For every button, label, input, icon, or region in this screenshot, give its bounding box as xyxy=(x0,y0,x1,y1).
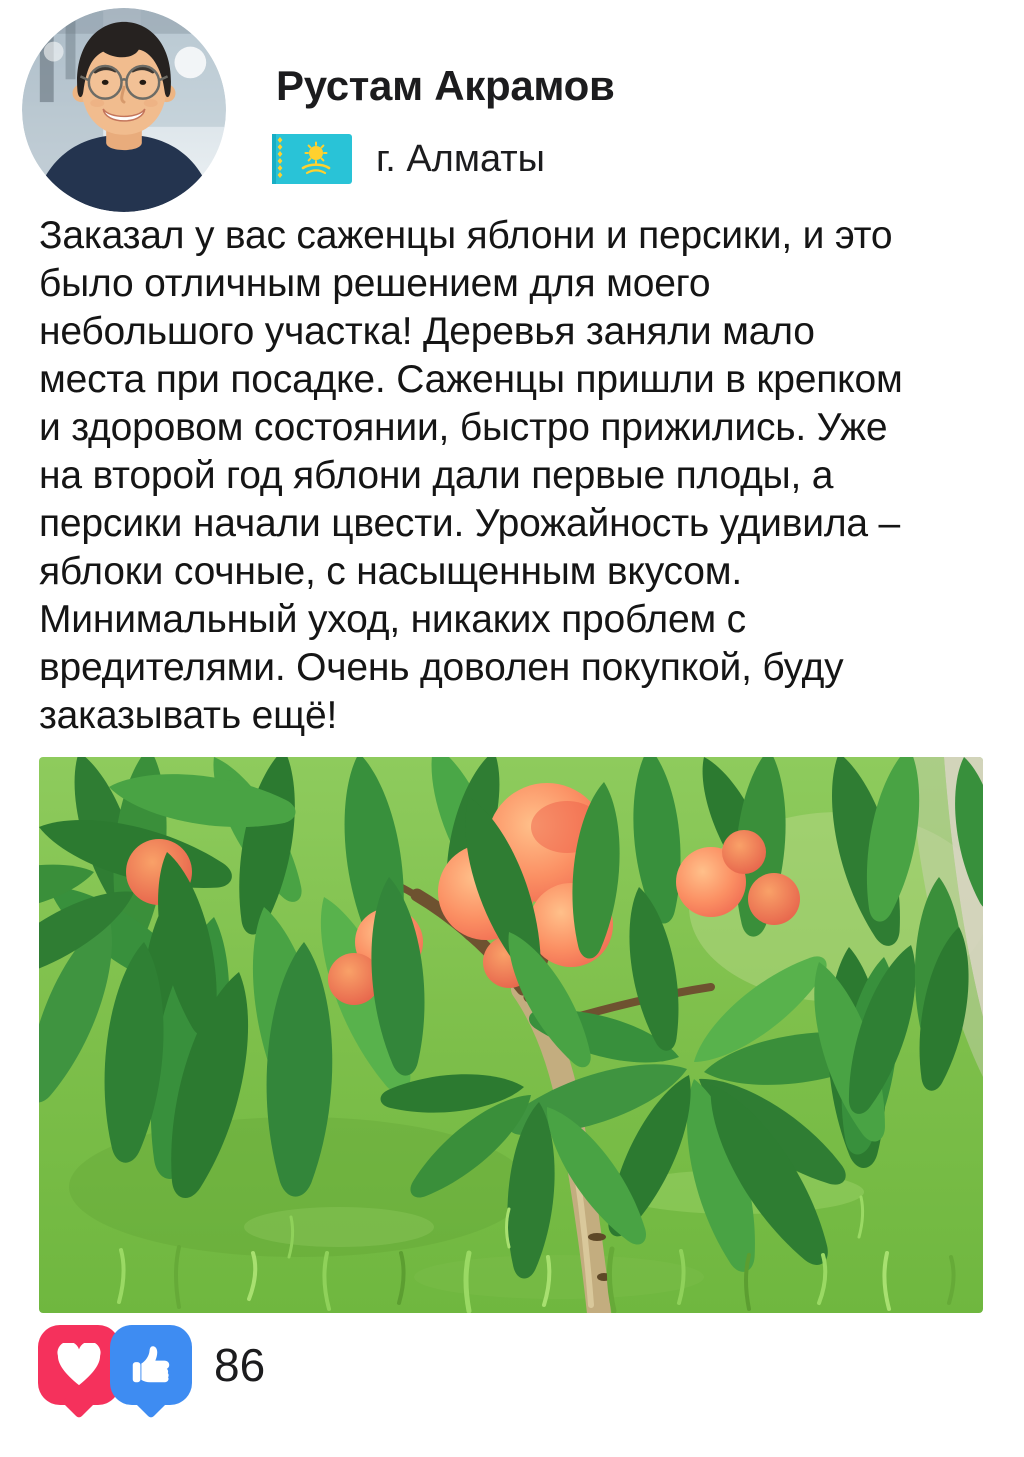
review-text-line: Заказал у вас саженцы яблони и персики, и это xyxy=(39,214,893,257)
thumbs-up-icon xyxy=(126,1341,176,1389)
review-text-line: небольшого участка! Деревья заняли мало xyxy=(39,310,815,353)
review-text-line: было отличным решением для моего xyxy=(39,262,711,305)
reviewer-location: г. Алматы xyxy=(376,137,545,180)
flag-sun xyxy=(306,143,327,164)
review-photo-peach-tree[interactable] xyxy=(39,757,983,1313)
review-text xyxy=(39,212,989,740)
reaction-count: 86 xyxy=(214,1339,266,1391)
review-text-line: и здоровом состоянии, быстро прижились. Уже xyxy=(39,406,888,449)
review-text-line: заказывать ещё! xyxy=(39,694,338,737)
avatar-portrait xyxy=(22,8,226,212)
like-reaction-badge[interactable] xyxy=(110,1325,192,1405)
review-text-line: Минимальный уход, никаких проблем с xyxy=(39,598,746,641)
heart-icon xyxy=(56,1343,102,1387)
avatar xyxy=(22,8,226,212)
kazakhstan-flag-icon xyxy=(272,134,352,184)
review-text-line: вредителями. Очень доволен покупкой, буду xyxy=(39,646,844,689)
peach-tree-illustration xyxy=(39,757,983,1313)
review-text-line: места при посадке. Саженцы пришли в крепком xyxy=(39,358,903,401)
heart-reaction-badge[interactable] xyxy=(38,1325,120,1405)
reactions-row xyxy=(38,1325,265,1405)
reviewer-name: Рустам Акрамов xyxy=(276,62,615,109)
review-text-line: на второй год яблони дали первые плоды, а xyxy=(39,454,834,497)
review-text-line: персики начали цвести. Урожайность удивила – xyxy=(39,502,901,545)
location-row xyxy=(272,132,545,186)
review-text-line: яблоки сочные, с насыщенным вкусом. xyxy=(39,550,743,593)
